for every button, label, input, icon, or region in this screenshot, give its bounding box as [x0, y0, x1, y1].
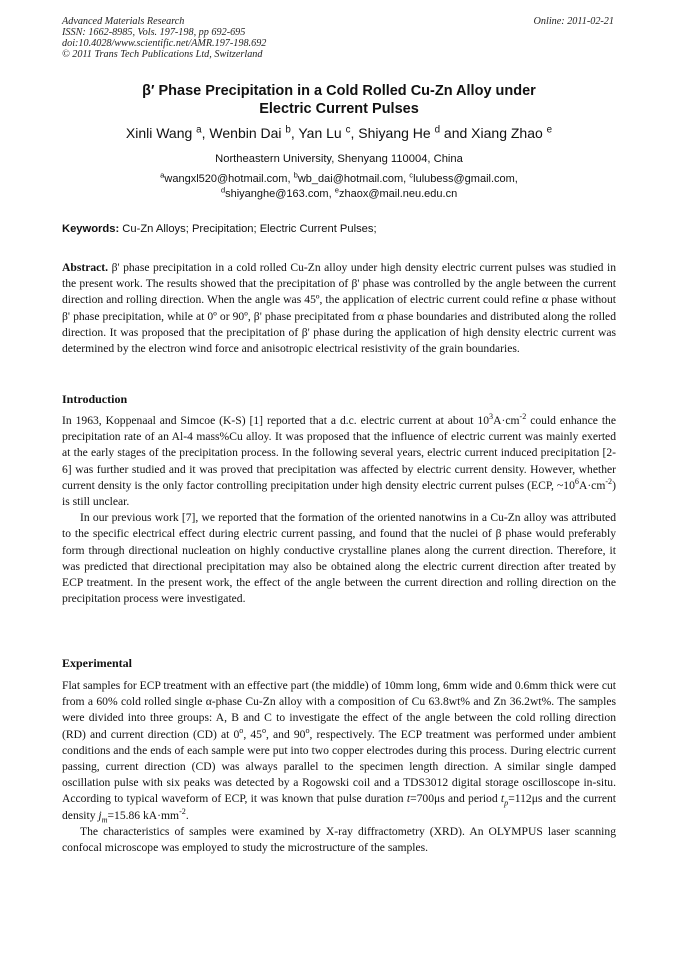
email-mark: d: [220, 185, 226, 195]
author-mark: d: [434, 124, 441, 136]
experimental-paragraph-2: The characteristics of samples were examined by X-ray diffractometry (XRD). An OLYMPUS laser scanning confocal microscope was employed to study the microstructure of the samples.: [62, 824, 616, 855]
author-name: Xinli Wang: [125, 125, 197, 141]
subscript: p: [504, 798, 509, 808]
experimental-section: [62, 678, 616, 856]
author-name: , Wenbin Dai: [201, 125, 286, 141]
text-run: ) is still unclear.: [62, 478, 616, 509]
issn-line: ISSN: 1662-8985, Vols. 197-198, pp 692-695: [62, 27, 246, 38]
keywords-label: Keywords:: [62, 223, 120, 235]
introduction-section: [62, 413, 616, 607]
email: shiyanghe@163.com,: [225, 188, 335, 200]
author-mark: e: [546, 124, 553, 136]
superscript: -2: [605, 476, 613, 486]
italic-symbol: t: [500, 792, 505, 806]
text-run: =112μs and the current density: [62, 792, 616, 822]
experimental-heading: Experimental: [62, 656, 132, 670]
author-name: and Xiang Zhao: [440, 125, 547, 141]
text-run: , respectively. The ECP treatment was performed under ambient conditions and the ends of each sample were put into two copper electrodes during this process. During electric current passing, current direction (CD) was always parallel to the specimen length direction. A similar single damped oscillation pulse with six peaks was detected by a Rogowski coil and a TDS3012 digital storage oscilloscope in-situ. According to typical waveform of ECP, it was known that pulse duration: [62, 727, 616, 806]
author-list: [62, 124, 616, 142]
title-line-1: β′ Phase Precipitation in a Cold Rolled Cu-Zn Alloy under: [142, 83, 536, 99]
journal-name: Advanced Materials Research: [62, 16, 185, 27]
email-line-1: [62, 172, 616, 187]
email-mark: c: [409, 170, 414, 180]
email-mark: a: [160, 170, 165, 180]
email: wangxl520@hotmail.com,: [164, 173, 294, 185]
online-date: Online: 2011-02-21: [533, 16, 614, 27]
subscript: m: [101, 814, 108, 824]
introduction-paragraph-1: [62, 413, 616, 510]
email-list: [62, 172, 616, 202]
superscript: -2: [179, 806, 186, 816]
journal-header: [62, 16, 266, 60]
text-run: =15.86 kA·mm: [107, 808, 180, 822]
abstract: [62, 260, 616, 357]
experimental-paragraph-1: [62, 678, 616, 824]
email: wb_dai@hotmail.com,: [297, 173, 410, 185]
keywords-text: Cu-Zn Alloys; Precipitation; Electric Current Pulses;: [119, 223, 377, 235]
text-run: A·cm: [578, 478, 606, 492]
email-mark: b: [293, 170, 298, 180]
abstract-paragraph: [62, 260, 616, 357]
text-run: A·cm: [493, 414, 520, 427]
text-run: .: [185, 808, 189, 822]
email-mark: e: [334, 185, 339, 195]
author-mark: a: [196, 124, 202, 136]
text-run: In 1963, Koppenaal and Simcoe (K-S) [1] reported that a d.c. electric current at about 10: [62, 414, 490, 427]
author-mark: c: [345, 124, 351, 136]
text-run: Flat samples for ECP treatment with an effective part (the middle) of 10mm long, 6mm wide and 0.6mm thick were cut from a 60% cold rolled single α-phase Cu-Zn alloy with a composition of Cu 63.8wt% and Zn 36.2wt%. The samples were divided into three groups: A, B and C to investigate the effect of the angle between the cold rolling direction (RD) and current direction (CD) at 0: [62, 679, 616, 741]
paper-title: [62, 82, 616, 118]
abstract-label: Abstract.: [62, 261, 109, 274]
copyright-line: © 2011 Trans Tech Publications Ltd, Switzerland: [62, 49, 263, 60]
italic-symbol: t: [406, 792, 411, 806]
text-run: , and 90: [266, 727, 306, 741]
text-run: , 45: [243, 727, 262, 741]
superscript: o: [261, 725, 267, 735]
author-name: , Shiyang He: [350, 125, 435, 141]
superscript: 6: [574, 476, 579, 486]
doi-line: doi:10.4028/www.scientific.net/AMR.197-198.692: [62, 38, 267, 49]
affiliation: Northeastern University, Shenyang 110004, China: [215, 153, 463, 165]
abstract-text: β' phase precipitation in a cold rolled Cu-Zn alloy under high density electric current pulses was studied in the present work. The results showed that the precipitation of β' phase was controlled by the angle between the current direction and rolling direction. When the angle was 45º, the application of electric current could refine α phase without β' phase precipitation, while at 0º or 90º, β' phase precipitated from α phase boundaries and distributed along the rolled direction. It was proposed that the precipitation of β' phase during the application of high density electric current was determined by the electron wind force and anisotropic electrical resistivity of the grain boundaries.: [62, 261, 616, 356]
title-line-2: Electric Current Pulses: [259, 101, 419, 117]
superscript: o: [305, 725, 310, 735]
text-run: could enhance the precipitation rate of an Al-4 mass%Cu alloy. It was proposed that the influence of electric current was mainly exerted at the early stages of the precipitation process. In the following several years, electric current induced precipitation [2-6] was further studied and it was proved that precipitation was affected by electric current density. However, whether current density is the only factor controlling precipitation under high density electric current pulses (ECP, ~10: [62, 414, 616, 492]
introduction-paragraph-2: In our previous work [7], we reported that the formation of the oriented nanotwins in a Cu-Zn alloy was attributed to the specific electrical effect during electric current passing, and found that the nuclei of β phase would preferably form through directional nucleation on highly conductive crystalline planes along the current direction. Therefore, it was predicted that directional precipitation may also be obtained along the electric current direction after treated by ECP treatment. In the present work, the effect of the angle between the current direction and rolling direction on the precipitation process were investigated.: [62, 511, 616, 606]
superscript: 3: [489, 412, 494, 422]
author-name: , Yan Lu: [290, 125, 346, 141]
author-mark: b: [285, 124, 291, 136]
keywords: [62, 222, 616, 236]
email: zhaox@mail.neu.edu.cn: [339, 188, 458, 200]
superscript: -2: [519, 412, 527, 422]
text-run: =700μs and period: [410, 792, 501, 806]
italic-symbol: j: [98, 808, 102, 822]
introduction-heading: Introduction: [62, 392, 128, 406]
superscript: o: [239, 725, 244, 735]
email-line-2: [62, 187, 616, 202]
email: lulubess@gmail.com,: [413, 173, 518, 185]
